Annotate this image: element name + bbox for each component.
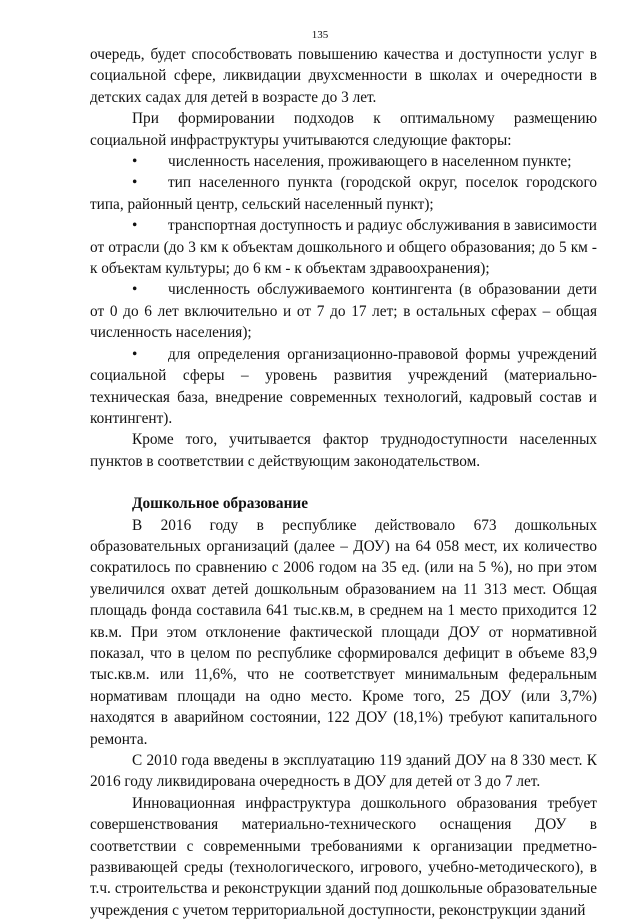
- paragraph-innovation: Инновационная инфраструктура дошкольного образования требует совершенствования материально-технического оснащения ДОУ в соответствии с современными требованиями к организации предметно-развивающей среды (технологического, игрового, учебно-методического), в т.ч. строительства и реконструкции зданий под дошкольные образовательные учреждения с учетом территориальной доступности, реконструкции зданий: [90, 794, 597, 919]
- list-item-text: численность населения, проживающего в населенном пункте;: [168, 153, 572, 171]
- bullet-icon: •: [132, 217, 138, 235]
- document-body: [90, 44, 597, 921]
- paragraph-new-buildings: С 2010 года введены в эксплуатацию 119 зданий ДОУ на 8 330 мест. К 2016 году ликвидирована очередность в ДОУ для детей от 3 до 7 лет.: [90, 752, 597, 791]
- section-spacer: [90, 472, 597, 493]
- list-item-text: тип населенного пункта (городской округ, поселок городского типа, районный центр, сельский населенный пункт);: [90, 174, 597, 213]
- paragraph-continuation: очередь, будет способствовать повышению качества и доступности услуг в социальной сфере, ликвидации двухсменности в школах и очередности в детских садах для детей в возрасте до 3 лет.: [90, 46, 597, 106]
- bullet-icon: •: [132, 174, 138, 192]
- list-item-text: транспортная доступность и радиус обслуживания в зависимости от отрасли (до 3 км к объектам дошкольного и общего образования; до 5 км - к объектам культуры; до 6 км - к объектам здравоохранения);: [90, 217, 597, 278]
- list-item-transport: [90, 215, 597, 279]
- list-item-population: [90, 151, 597, 172]
- paragraph-preschool-stats: В 2016 году в республике действовало 673 дошкольных образовательных организаций (далее – ДОУ) на 64 058 мест, их количество сократилось по сравнению с 2006 годом на 35 ед. (или на 5 %), но при этом увеличился охват детей дошкольным образованием на 11 313 мест. Общая площадь фонда составила 641 тыс.кв.м, в среднем на 1 место приходится 12 кв.м. При этом отклонение фактической площади ДОУ от нормативной показал, что в целом по республике сформировался дефицит в объеме 83,9 тыс.кв.м. или 11,6%, что не соответствует минимальным федеральным нормативам площади на одно место. Кроме того, 25 ДОУ (или 3,7%) находятся в аварийном состоянии, 122 ДОУ (18,1%) требуют капитального ремонта.: [90, 516, 597, 748]
- list-item-settlement-type: [90, 172, 597, 215]
- list-item-legal-form: [90, 344, 597, 430]
- list-item-text: численность обслуживаемого контингента (в образовании дети от 0 до 6 лет включительно и от 7 до 17 лет; в остальных сферах – общая численность населения);: [90, 281, 597, 342]
- page-number: 135: [311, 29, 329, 41]
- paragraph-factors-intro: При формировании подходов к оптимальному размещению социальной инфраструктуры учитываются следующие факторы:: [90, 110, 597, 149]
- list-item-contingent: [90, 279, 597, 343]
- paragraph-accessibility: Кроме того, учитывается фактор труднодоступности населенных пунктов в соответствии с действующим законодательством.: [90, 431, 597, 470]
- bullet-icon: •: [132, 345, 138, 363]
- bullet-icon: •: [132, 281, 138, 299]
- section-heading: Дошкольное образование: [132, 495, 308, 513]
- list-item-text: для определения организационно-правовой формы учреждений социальной сферы – уровень развития учреждений (материально-техническая база, внедрение современных технологий, кадровый состав и контингент).: [90, 345, 597, 427]
- bullet-icon: •: [132, 153, 138, 171]
